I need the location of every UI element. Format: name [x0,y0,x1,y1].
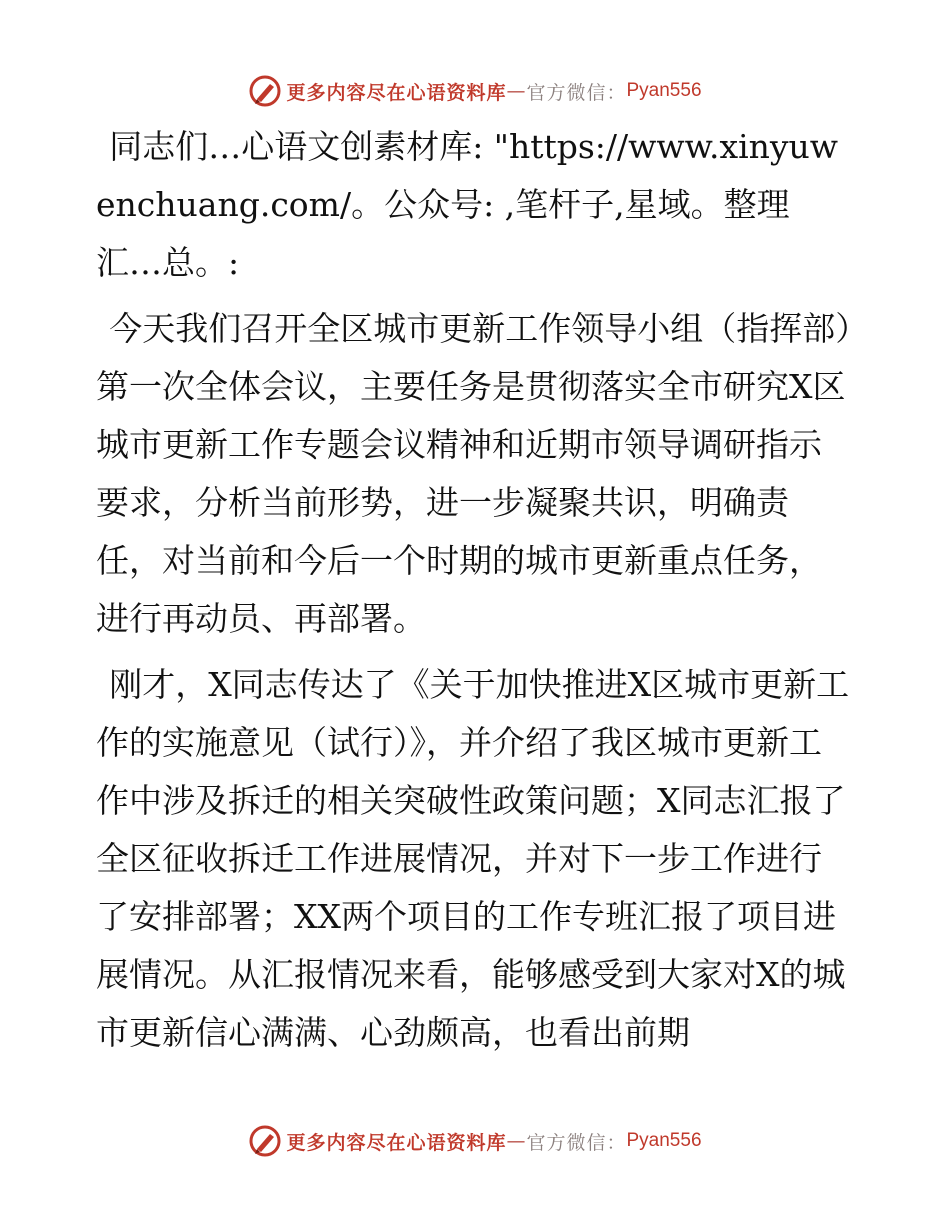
banner-dash: — [506,1130,527,1152]
banner-dash: — [506,80,527,102]
paragraph-meeting-purpose: 今天我们召开全区城市更新工作领导小组（指挥部）第一次全体会议，主要任务是贯彻落实全市研究X区城市更新工作专题会议精神和近期市领导调研指示要求，分析当前形势，进一步凝聚共识，明确责任，对当前和今后一个时期的城市更新重点任务，进行再动员、再部署。 [96,309,852,638]
footer-watermark-banner [0,1121,950,1161]
pen-seal-icon [248,74,282,108]
header-watermark-banner [0,71,950,111]
banner-sub-text: 官方微信： [526,1131,627,1154]
pen-seal-icon [248,1124,282,1158]
paragraph-intro: 同志们…心语文创素材库: "https://www.xinyuwenchuang.com/。公众号: ,笔杆子,星域。整理汇…总。: [96,127,839,282]
document-body [96,118,854,1070]
paragraph-reports: 刚才，X同志传达了《关于加快推进X区城市更新工作的实施意见（试行）》，并介绍了我区城市更新工作中涉及拆迁的相关突破性政策问题；X同志汇报了全区征收拆迁工作进展情况，并对下一步工作进行了安排部署；XX两个项目的工作专班汇报了项目进展情况。从汇报情况来看，能够感受到大家对X的城市更新信心满满、心劲颇高，也看出前期 [96,665,850,1052]
banner-wechat-id: Pyan556 [626,1130,702,1151]
banner-sub-text: 官方微信： [526,81,627,104]
banner-wechat-id: Pyan556 [626,80,702,101]
banner-main-text: 更多内容尽在心语资料库 [286,1131,507,1154]
banner-main-text: 更多内容尽在心语资料库 [286,81,507,104]
